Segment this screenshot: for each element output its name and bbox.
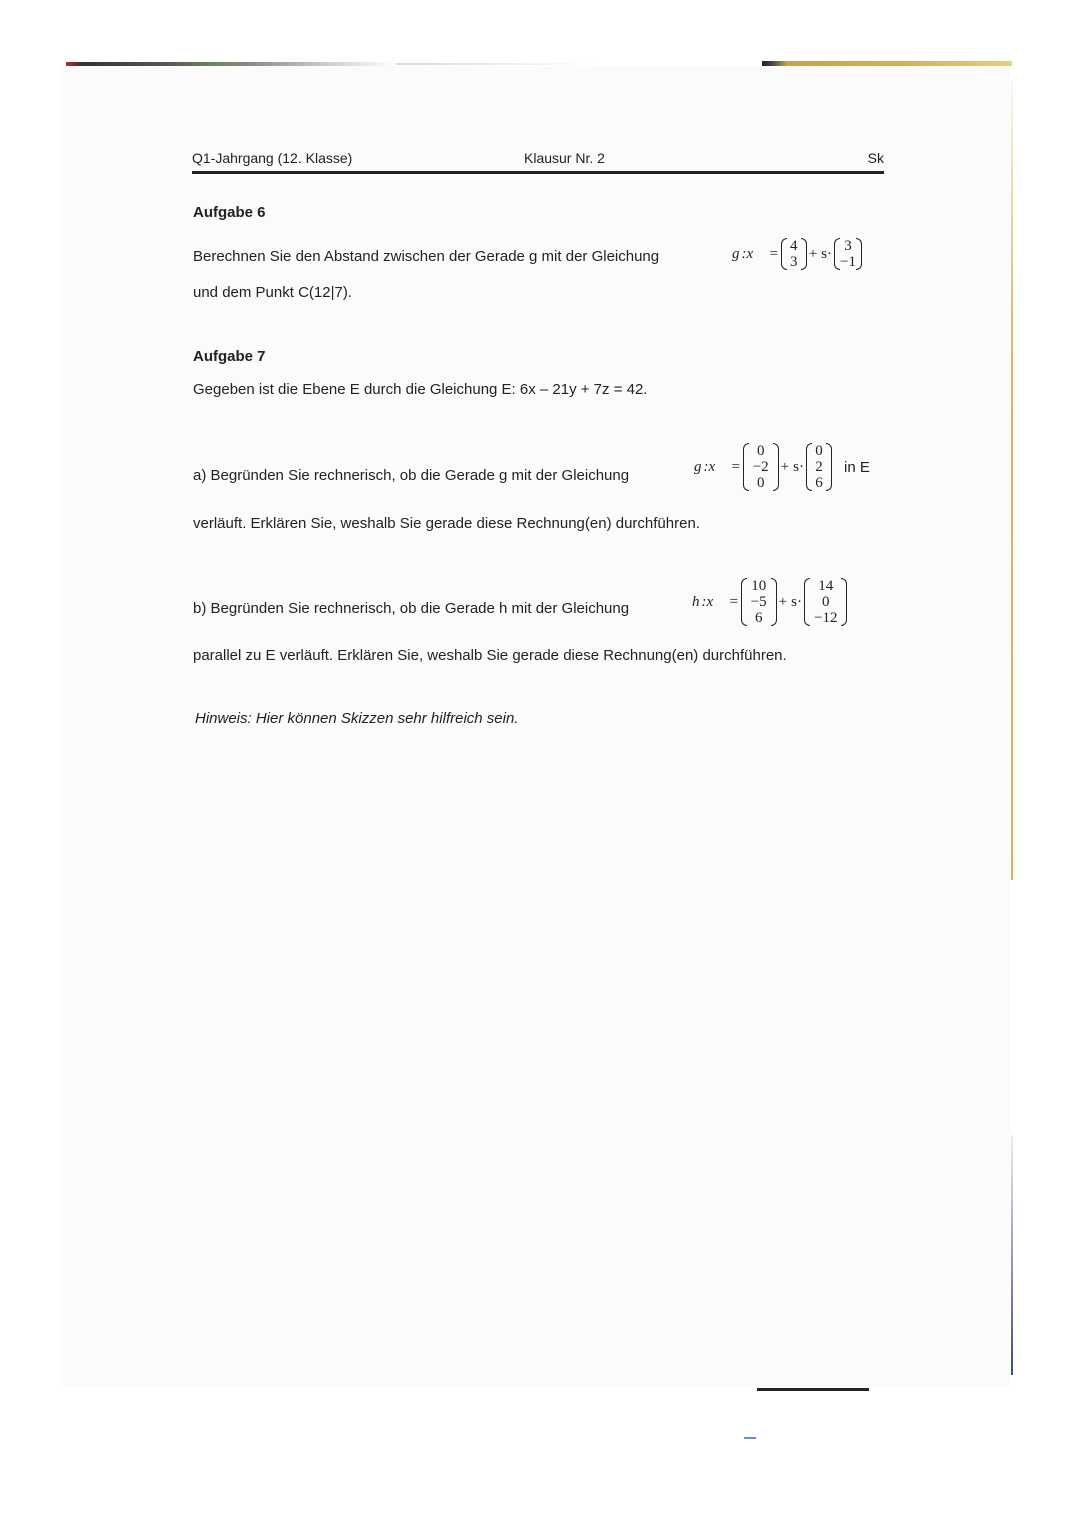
task7a-text-line1: a) Begründen Sie rechnerisch, ob die Gerade g mit der Gleichung	[193, 467, 630, 484]
in-e-suffix: in E	[843, 458, 870, 476]
support-vector: 4 3	[781, 238, 807, 270]
scan-edge-right-lower	[1011, 1135, 1013, 1375]
direction-vector: 14 0 −12	[804, 578, 847, 626]
scan-edge-top-fade	[396, 63, 596, 65]
support-vector: 10 −5 6	[741, 578, 777, 626]
page-header	[192, 149, 884, 174]
line-name: g	[732, 245, 740, 262]
header-teacher: Sk	[867, 150, 884, 166]
task7b-text-line1: b) Begründen Sie rechnerisch, ob die Gerade h mit der Gleichung	[193, 600, 630, 617]
scan-edge-top-left	[66, 62, 396, 66]
task7a-text-line2: verläuft. Erklären Sie, weshalb Sie gerade diese Rechnung(en) durchführen.	[193, 515, 700, 532]
task7b-line-equation: h :x⃗ = 10 −5 6 + s· 14 0 −12	[692, 578, 847, 626]
scan-edge-right	[1011, 80, 1013, 880]
task7b-text-line2: parallel zu E verläuft. Erklären Sie, weshalb Sie gerade diese Rechnung(en) durchführen.	[193, 647, 787, 664]
task7-title: Aufgabe 7	[193, 348, 266, 365]
scan-edge-top-right	[762, 61, 1012, 66]
task6-text-line1: Berechnen Sie den Abstand zwischen der Gerade g mit der Gleichung	[193, 248, 660, 265]
equation-lhs: :x⃗ =	[741, 245, 779, 262]
scan-bottom-dash	[744, 1437, 756, 1439]
task6-text-line2: und dem Punkt C(12|7).	[193, 284, 352, 301]
direction-vector: 0 2 6	[806, 443, 832, 491]
task7a-line-equation: g :x⃗ = 0 −2 0 + s· 0 2 6 in E	[694, 443, 870, 491]
support-vector: 0 −2 0	[743, 443, 779, 491]
scan-bottom-mark	[757, 1388, 869, 1391]
header-grade: Q1-Jahrgang (12. Klasse)	[192, 150, 353, 166]
header-exam-number: Klausur Nr. 2	[524, 150, 605, 166]
task6-title: Aufgabe 6	[193, 204, 266, 221]
task6-line-equation: g :x⃗ = 4 3 + s· 3 −1	[732, 238, 862, 270]
direction-vector: 3 −1	[834, 238, 862, 270]
hint-text: Hinweis: Hier können Skizzen sehr hilfreich sein.	[195, 710, 519, 727]
task7-intro: Gegeben ist die Ebene E durch die Gleichung E: 6x – 21y + 7z = 42.	[193, 381, 648, 398]
